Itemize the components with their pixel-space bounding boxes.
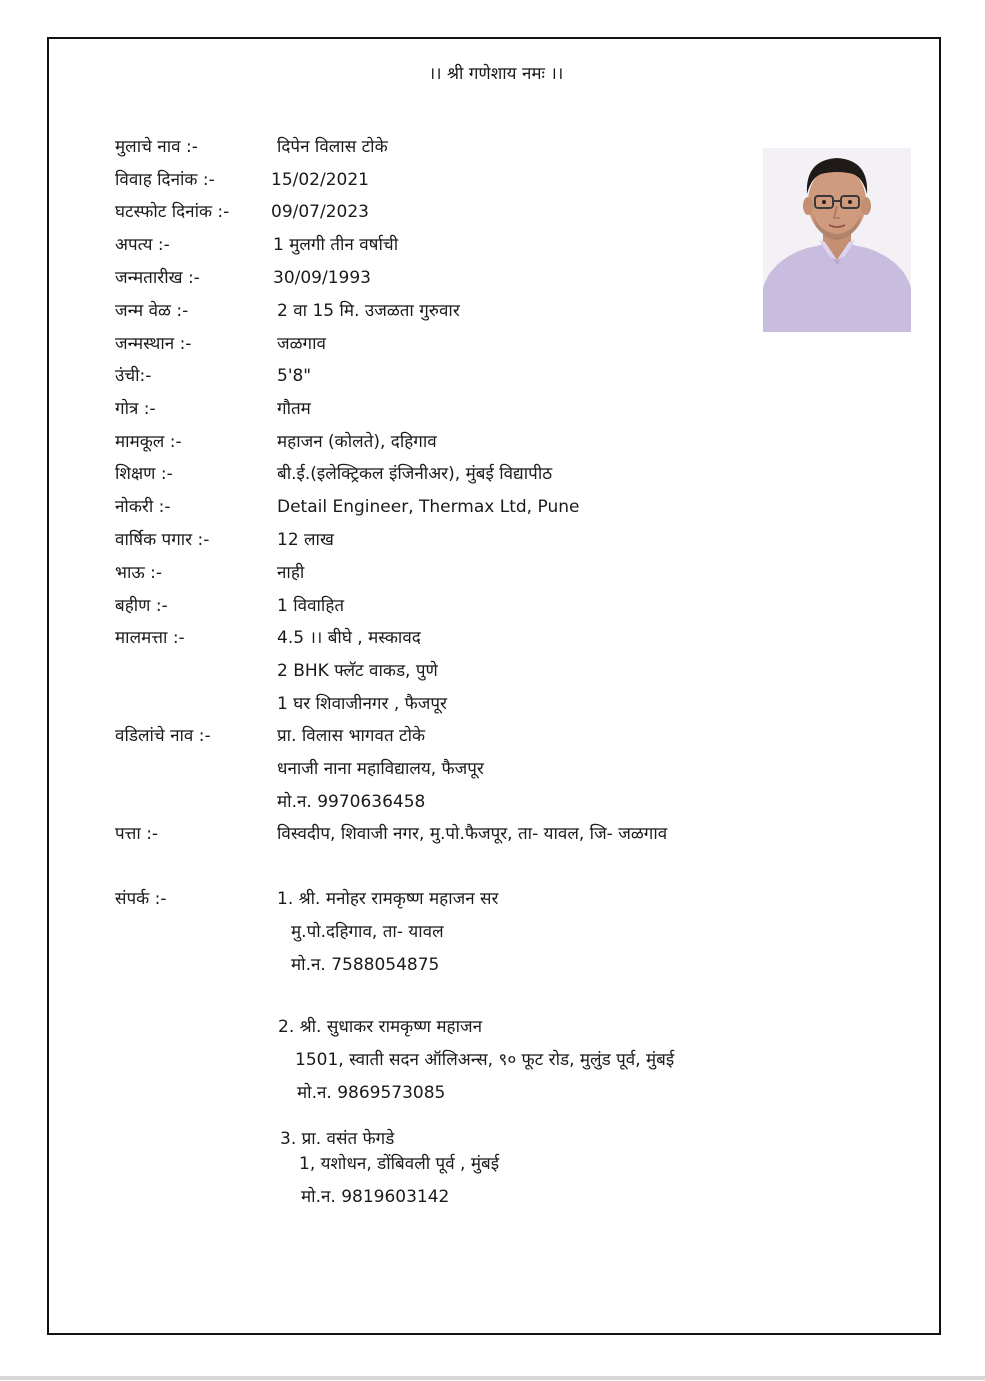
contact-2-name: 2. श्री. सुधाकर रामकृष्ण महाजन — [278, 1017, 483, 1037]
value-property-1: 4.5 ।। बीघे , मस्कावद — [277, 628, 421, 648]
label-groom-name: मुलाचे नाव :- — [115, 137, 198, 157]
value-groom-name: दिपेन विलास टोके — [277, 137, 388, 157]
biodata-page — [47, 37, 941, 1335]
label-marriage-date: विवाह दिनांक :- — [115, 170, 215, 190]
label-birth-place: जन्मस्थान :- — [115, 334, 192, 354]
label-address: पत्ता :- — [115, 824, 159, 844]
portrait-photo — [763, 148, 911, 332]
contact-1-name: 1. श्री. मनोहर रामकृष्ण महाजन सर — [277, 889, 499, 909]
value-job: Detail Engineer, Thermax Ltd, Pune — [277, 497, 580, 517]
label-job: नोकरी :- — [115, 497, 171, 517]
contact-1-address: मु.पो.दहिगाव, ता- यावल — [291, 922, 444, 942]
label-salary: वार्षिक पगार :- — [115, 530, 210, 550]
label-children: अपत्य :- — [115, 235, 170, 255]
value-gotra: गौतम — [277, 399, 311, 419]
invocation-heading: ।। श्री गणेशाय नमः ।। — [428, 64, 564, 84]
value-birth-place: जळगाव — [277, 334, 326, 354]
label-property: मालमत्ता :- — [115, 628, 185, 648]
label-height: उंची:- — [115, 366, 152, 386]
label-education: शिक्षण :- — [115, 464, 173, 484]
value-height: 5'8" — [277, 366, 312, 386]
value-property-2: 2 BHK फ्लॅट वाकड, पुणे — [277, 661, 438, 681]
label-sister: बहीण :- — [115, 596, 168, 616]
value-sister: 1 विवाहित — [277, 596, 345, 616]
contact-3-address: 1, यशोधन, डोंबिवली पूर्व , मुंबई — [299, 1154, 500, 1174]
value-father-workplace: धनाजी नाना महाविद्यालय, फैजपूर — [277, 759, 484, 779]
value-birth-date: 30/09/1993 — [273, 268, 371, 288]
value-property-3: 1 घर शिवाजीनगर , फैजपूर — [277, 694, 447, 714]
contact-3-name: 3. प्रा. वसंत फेगडे — [280, 1129, 395, 1149]
value-birth-time: 2 वा 15 मि. उजळता गुरुवार — [277, 301, 460, 321]
value-marriage-date: 15/02/2021 — [271, 170, 369, 190]
value-divorce-date: 09/07/2023 — [271, 202, 369, 222]
label-birth-time: जन्म वेळ :- — [115, 301, 189, 321]
value-education: बी.ई.(इलेक्ट्रिकल इंजिनीअर), मुंबई विद्यापीठ — [277, 464, 553, 484]
label-father-name: वडिलांचे नाव :- — [115, 726, 211, 746]
contact-2-phone: मो.न. 9869573085 — [297, 1083, 446, 1103]
value-brother: नाही — [277, 563, 305, 583]
label-brother: भाऊ :- — [115, 563, 162, 583]
value-father-phone: मो.न. 9970636458 — [277, 792, 426, 812]
label-gotra: गोत्र :- — [115, 399, 156, 419]
contact-1-phone: मो.न. 7588054875 — [291, 955, 440, 975]
label-divorce-date: घटस्फोट दिनांक :- — [115, 202, 230, 222]
value-address: विस्वदीप, शिवाजी नगर, मु.पो.फैजपूर, ता- यावल, जि- जळगाव — [277, 824, 668, 844]
label-birth-date: जन्मतारीख :- — [115, 268, 200, 288]
value-children: 1 मुलगी तीन वर्षाची — [273, 235, 399, 255]
label-contact: संपर्क :- — [115, 889, 167, 909]
value-maternal-family: महाजन (कोलते), दहिगाव — [277, 432, 437, 452]
label-maternal-family: मामकूल :- — [115, 432, 182, 452]
value-salary: 12 लाख — [277, 530, 334, 550]
contact-3-phone: मो.न. 9819603142 — [301, 1187, 450, 1207]
contact-2-address: 1501, स्वाती सदन ऑलिअन्स, ९० फूट रोड, मुलुंड पूर्व, मुंबई — [295, 1050, 675, 1070]
value-father-name: प्रा. विलास भागवत टोके — [277, 726, 426, 746]
page-bottom-rule — [0, 1376, 985, 1380]
